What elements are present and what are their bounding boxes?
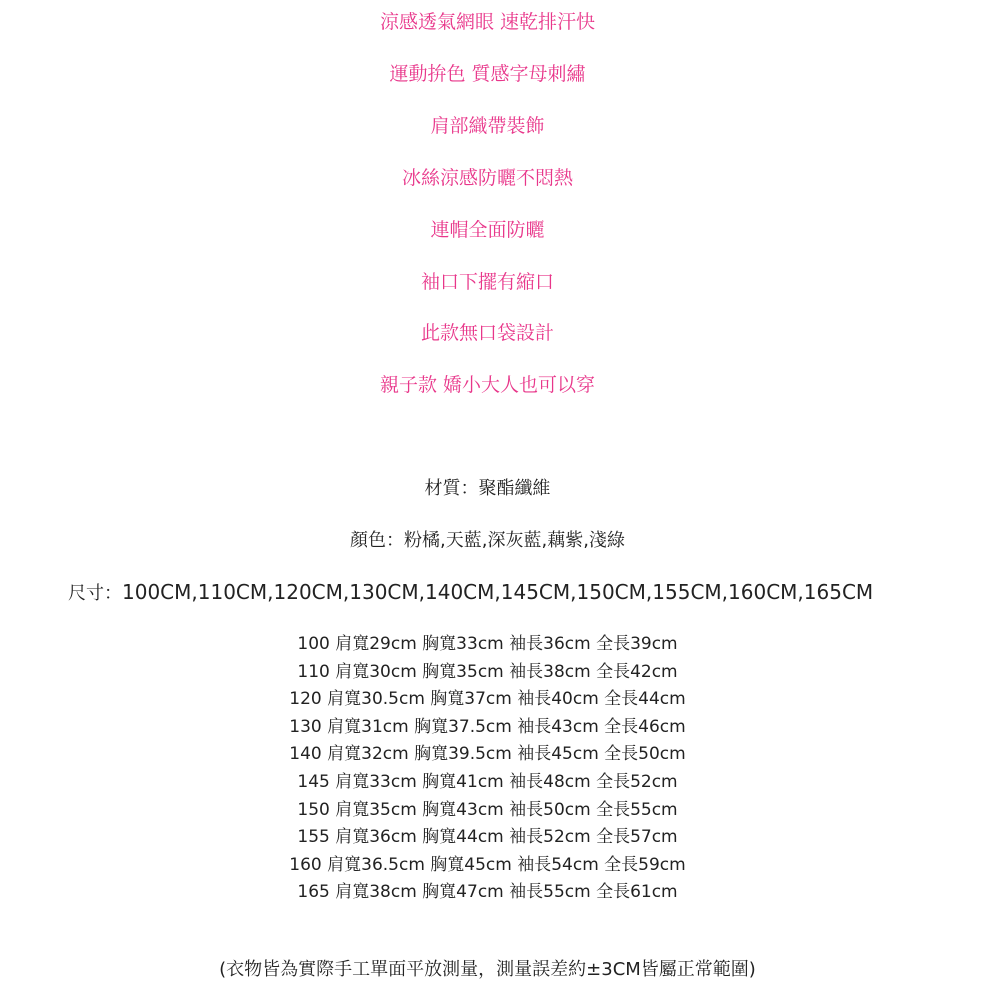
size-chart-row: 165 肩寬38cm 胸寬47cm 袖長55cm 全長61cm — [297, 882, 678, 903]
sizes-label: 尺寸： — [68, 583, 122, 604]
size-chart-row: 110 肩寬30cm 胸寬35cm 袖長38cm 全長42cm — [297, 661, 678, 682]
colors-label: 顏色： — [350, 530, 405, 551]
size-chart — [0, 631, 975, 907]
size-chart-row: 120 肩寬30.5cm 胸寬37cm 袖長40cm 全長44cm — [289, 689, 686, 710]
feature-line: 肩部織帶裝飾 — [430, 115, 545, 137]
feature-line: 親子款 嬌小大人也可以穿 — [379, 374, 596, 396]
size-chart-row: 140 肩寬32cm 胸寬39.5cm 袖長45cm 全長50cm — [289, 744, 686, 765]
sizes-values: 100CM,110CM,120CM,130CM,140CM,145CM,150CM,155CM,160CM,165CM — [122, 580, 874, 604]
size-chart-row: 155 肩寬36cm 胸寬44cm 袖長52cm 全長57cm — [297, 827, 678, 848]
feature-line: 涼感透氣網眼 速乾排汗快 — [379, 11, 596, 33]
size-chart-row: 100 肩寬29cm 胸寬33cm 袖長36cm 全長39cm — [297, 634, 678, 654]
size-chart-row: 145 肩寬33cm 胸寬41cm 袖長48cm 全長52cm — [297, 771, 678, 792]
colors-values: 粉橘,天藍,深灰藍,藕紫,淺綠 — [404, 530, 625, 551]
colors-line — [0, 529, 975, 553]
feature-line: 運動拚色 質感字母刺繡 — [389, 63, 586, 85]
feature-line: 袖口下擺有縮口 — [420, 271, 554, 293]
size-chart-row: 130 肩寬31cm 胸寬37.5cm 袖長43cm 全長46cm — [289, 716, 686, 737]
feature-line: 冰絲涼感防曬不悶熱 — [401, 167, 573, 189]
material-text: 材質：聚酯纖維 — [424, 478, 551, 499]
feature-line: 連帽全面防曬 — [430, 219, 545, 241]
measurement-note: (衣物皆為實際手工單面平放測量，測量誤差約±3CM皆屬正常範圍) — [219, 959, 756, 980]
feature-line: 此款無口袋設計 — [420, 322, 554, 344]
sizes-line — [0, 579, 1000, 607]
size-chart-row: 150 肩寬35cm 胸寬43cm 袖長50cm 全長55cm — [297, 799, 678, 820]
size-chart-row: 160 肩寬36.5cm 胸寬45cm 袖長54cm 全長59cm — [289, 854, 686, 875]
